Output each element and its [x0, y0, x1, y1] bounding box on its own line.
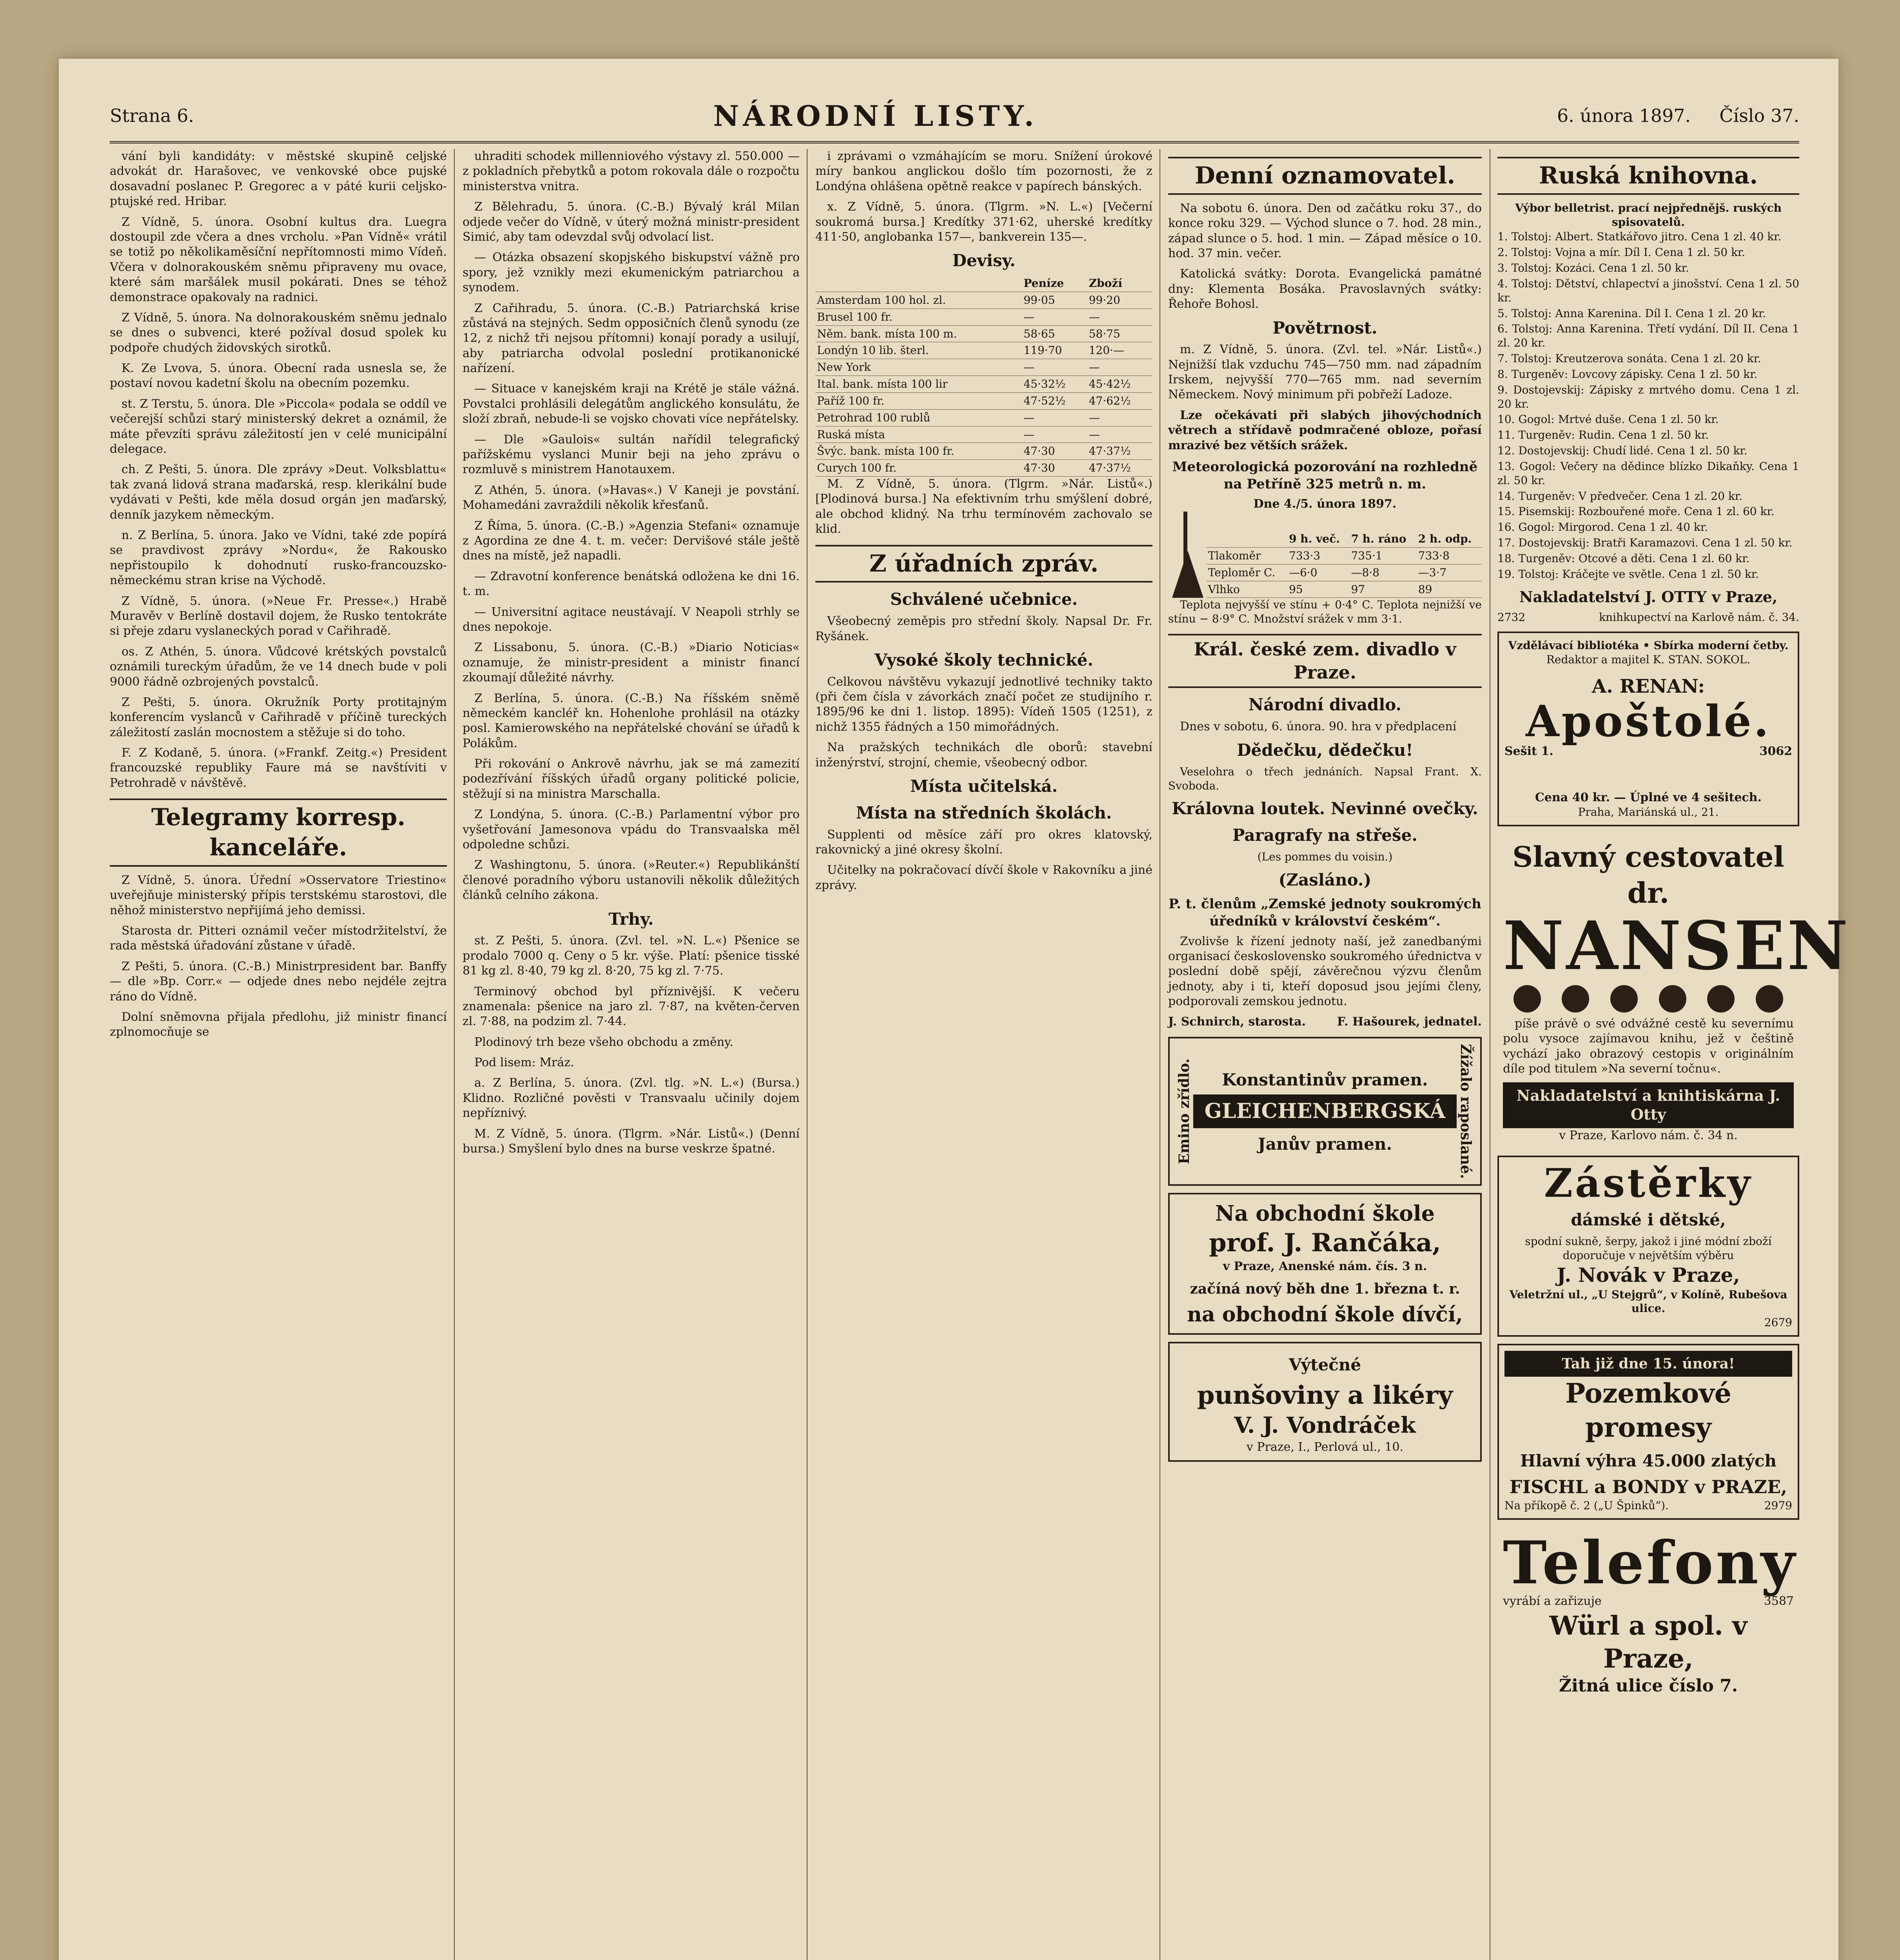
table-cell: 47·52½ [1022, 392, 1087, 409]
table-cell: Vlhko [1207, 581, 1287, 598]
petrin-tower-icon [1168, 512, 1203, 598]
table-row [815, 409, 1152, 426]
column-4 [1168, 149, 1482, 1960]
ad-publisher: Nakladatelství a knihtiskárna J. Otty [1503, 1082, 1794, 1128]
table-cell: Ital. bank. místa 100 lir [815, 376, 1022, 393]
ad-line: Redaktor a majitel K. STAN. SOKOL. [1546, 653, 1751, 666]
article-paragraph: Z Cařihradu, 5. února. (C.-B.) Patriarchská krise zůstává na stejných. Sedm opposičních členů synodu (ze 12, z nichž tři nejsou přítomni) konají porady a usilují, aby patriarcha odvolal poslední protikanonické nařízení. [463, 301, 800, 376]
table-cell: — [1087, 426, 1152, 443]
article-paragraph: Z Říma, 5. února. (C.-B.) »Agenzia Stefani« oznamuje z Agordina ze dne 4. t. m. večer: Dervišové stále ještě dnes na místě, jež napadli. [463, 519, 800, 563]
list-item: 9. Dostojevskij: Zápisky z mrtvého domu. Cena 1 zl. 20 kr. [1497, 383, 1799, 410]
ad-line: J. Novák v Praze, [1557, 1263, 1740, 1287]
ad-line: Veletržní ul., „U Stejgrů“, v Kolíně, Rubešova ulice. [1509, 1288, 1787, 1315]
table-row [815, 342, 1152, 359]
denni-text: Na sobotu 6. února. Den od začátku roku 37., do konce roku 329. — Východ slunce o 7. hod. 28 min., západ slunce o 5. hod. 1 min. — Západ měsíce o 10. hod. 37 min. večer. [1168, 201, 1482, 260]
ad-subtitle: Janův pramen. [1258, 1134, 1392, 1154]
ad-line: Hlavní výhra 45.000 zlatých [1520, 1451, 1777, 1471]
column-2 [463, 149, 800, 1960]
header-date-issue [1557, 105, 1799, 126]
ad-decoration [1503, 985, 1794, 1013]
article-paragraph: Z Londýna, 5. února. (C.-B.) Parlamentní výbor pro vyšetřování Jamesonova vpádu do Transvaalska měl odpoledne schůzi. [463, 808, 800, 852]
article-paragraph: Dolní sněmovna přijala předlohu, již ministr financí zplnomocňuje se [110, 1010, 447, 1039]
article-paragraph: Z Pešti, 5. února. Okružník Porty protitajným konferencím vyslanců v Cařihradě v příčině tureckých záležitostí zaslán mocnostem a stěžuje si do toho. [110, 695, 447, 739]
theatre-play-note: Veselohra o třech jednáních. Napsal Frant. X. Svoboda. [1168, 765, 1482, 792]
subheading: Schválené učebnice. [890, 590, 1078, 609]
weather-text: m. Z Vídně, 5. února. (Zvl. tel. »Nár. Listů«.) Nejnižší tlak vzduchu 745—750 mm. nad západním Irskem, nejvyšší 770—765 mm. nad severním Německem. Nový minimum při pobřeží Ladoze. [1168, 343, 1482, 402]
zaslano-heading: (Zasláno.) [1278, 870, 1372, 889]
ad-apostole [1497, 632, 1799, 826]
header-issue: Číslo 37. [1719, 105, 1799, 126]
section-heading-official: Z úřadních zpráv. [815, 545, 1152, 583]
section-heading-telegrams: Telegramy korresp. kanceláře. [110, 799, 447, 867]
table-cell: 99·20 [1087, 292, 1152, 309]
article-paragraph: Z Vídně, 5. února. Osobní kultus dra. Luegra dostoupil zde včera a dnes vrcholu. »Pan Vídně« vrátil se totiž po několikaměsíční nepřítomnosti mimo Vídeň. Včera v dolnorakouském sněmu připraveny mu ovace, které sám maršálek musil pokárati. Dnes se téhož demonstrace opakovaly na radnici. [110, 215, 447, 304]
devisy-heading: Devisy. [952, 251, 1016, 270]
zaslano-signature: F. Hašourek, jednatel. [1337, 1015, 1482, 1029]
ad-title: Apoštolé. [1526, 696, 1771, 747]
article-paragraph: M. Z Vídně, 5. února. (Tlgrm. »Nár. Listů«.) (Denní bursa.) Smyšlení bylo dnes na burse veskrze špatné. [463, 1127, 800, 1156]
table-cell: —8·8 [1350, 564, 1417, 581]
decorative-circle-icon [1756, 985, 1783, 1013]
list-item: 8. Turgeněv: Lovcovy zápisky. Cena 1 zl. 50 kr. [1497, 367, 1758, 381]
table-row [815, 443, 1152, 460]
table-cell: — [1087, 409, 1152, 426]
ad-nansen [1497, 833, 1851, 1149]
list-item: 15. Pisemskij: Rozbouřené moře. Cena 1 zl. 60 kr. [1497, 505, 1775, 518]
table-cell: — [1022, 309, 1087, 325]
meteo-date: Dne 4./5. února 1897. [1253, 497, 1397, 511]
table-cell: —3·7 [1417, 564, 1482, 581]
list-item: 14. Turgeněv: V předvečer. Cena 1 zl. 20 kr. [1497, 489, 1742, 503]
table-cell: 47·62½ [1087, 392, 1152, 409]
ad-line: v Praze, Karlovo nám. č. 34 n. [1559, 1128, 1738, 1142]
list-item: 18. Turgeněv: Otcové a děti. Cena 1 zl. 60 kr. [1497, 552, 1750, 565]
ad-title: Zástěrky [1544, 1160, 1753, 1207]
table-cell: Brusel 100 fr. [815, 309, 1022, 325]
table-header: 7 h. ráno [1350, 531, 1417, 547]
article-paragraph: Z Vídně, 5. února. Úřední »Osservatore Triestino« uveřejňuje ministerský přípis terstskému starostovi, dle něhož ministerstvo nepřijímá jeho demissi. [110, 873, 447, 917]
zaslano-signature: J. Schnirch, starosta. [1168, 1015, 1306, 1029]
table-cell: 45·42½ [1087, 376, 1152, 393]
weather-forecast: Lze očekávati při slabých jihovýchodních větrech a střídavě podmračené obloze, pořasí mrazivé bez větších srážek. [1168, 408, 1482, 452]
ad-author: A. RENAN: [1591, 675, 1705, 697]
table-cell: Tlakoměr [1207, 547, 1287, 564]
table-cell: Londýn 10 lib. šterl. [815, 342, 1022, 359]
article-paragraph: K. Ze Lvova, 5. února. Obecní rada usnesla se, že postaví novou kadetní školu na obecním pozemku. [110, 361, 447, 390]
subheading: Místa na středních školách. [856, 803, 1112, 822]
decorative-circle-icon [1659, 985, 1686, 1013]
article-paragraph: Z Bělehradu, 5. února. (C.-B.) Bývalý král Milan odjede večer do Vídně, v úterý možná ministr-president Simić, aby tam odevzdal svůj odvolací list. [463, 200, 800, 244]
ad-telefony [1497, 1527, 1799, 1703]
newspaper-page [59, 59, 1851, 1960]
table-cell: Petrohrad 100 rublů [815, 409, 1022, 426]
decorative-circle-icon [1513, 985, 1541, 1013]
ad-line: začíná nový běh dne 1. března t. r. [1190, 1280, 1460, 1297]
ad-line: Slavný cestovatel dr. [1512, 840, 1784, 910]
ad-price: Cena 40 kr. — Úplné ve 4 sešitech. [1535, 790, 1762, 804]
article-paragraph: Z Pešti, 5. února. (C.-B.) Ministrpresident bar. Banffy — dle »Bp. Corr.« — odjede dnes nebo nejdéle zejtra ráno do Vídně. [110, 959, 447, 1004]
article-paragraph: vání byli kandidáty: v městské skupině celjské advokát dr. Harašovec, ve venkovské obce pujské dosavadní poslanec P. Gregorec a v páté kurii celjsko-ptujské red. Hribar. [110, 149, 447, 209]
table-cell: 733·8 [1417, 547, 1482, 564]
ad-zasterky [1497, 1156, 1799, 1337]
table-cell: — [1087, 309, 1152, 325]
section-heading-markets: Trhy. [608, 909, 654, 929]
ad-number: 2979 [1764, 1499, 1792, 1512]
table-cell: Něm. bank. místa 100 m. [815, 325, 1022, 342]
table-cell: 735·1 [1350, 547, 1417, 564]
ad-title: Konstantinův pramen. [1222, 1070, 1428, 1089]
table-cell: Paříž 100 fr. [815, 392, 1022, 409]
article-paragraph: Z Berlína, 5. února. (C.-B.) Na říšském sněmě německém kancléř kn. Hohenlohe prohlásil na otázky posl. Kamierowského na nepřátelské chování se úřadů k Polákům. [463, 691, 800, 750]
subheading: Vysoké školy technické. [875, 650, 1093, 670]
ad-line: Sešit 1. [1504, 744, 1553, 758]
table-cell: 97 [1350, 581, 1417, 598]
zaslano-text: Zvolivše k řízení jednoty naší, jež zanedbanými organisací československo soukromého úřednictva v poslední době spějí, závěrečnou výzvu členům jednoty, aby i ti, kteří doposud jsou jejími členy, podporovali zemskou jednotu. [1168, 934, 1482, 1009]
table-cell: Curych 100 fr. [815, 460, 1022, 477]
article-paragraph: — Otázka obsazení skopjského biskupství vážně pro spory, jež vznikly mezi ekumenickým patriarchou a synodem. [463, 250, 800, 295]
table-row [815, 325, 1152, 342]
ad-line: Na příkopě č. 2 („U Špinků“). [1504, 1499, 1669, 1512]
table-cell: Teploměr C. [1207, 564, 1287, 581]
ad-title: Pozemkové promesy [1565, 1378, 1731, 1444]
article-paragraph: os. Z Athén, 5. února. Vůdcové krétských povstalců oznámili tureckým úřadům, že ve 14 dnech bude v poli 9000 řádně ozbrojených povstalců. [110, 644, 447, 689]
table-row [815, 359, 1152, 376]
theatre-play: Paragrafy na střeše. [1232, 826, 1418, 845]
ad-side-text: Žížalo raposlané. [1457, 1044, 1474, 1179]
ad-line: prof. J. Rančáka, [1209, 1228, 1441, 1258]
ad-line: Na obchodní škole [1215, 1201, 1435, 1226]
table-cell: 47·37½ [1087, 443, 1152, 460]
ad-title: NANSEN [1503, 907, 1851, 985]
table-cell: 45·32½ [1022, 376, 1087, 393]
table-header: Peníze [1022, 275, 1087, 292]
article-paragraph: Z Lissabonu, 5. února. (C.-B.) »Diario Noticias« oznamuje, že ministr-president a ministr financí zkoumají důležité návrhy. [463, 641, 800, 685]
library-address: knihkupectví na Karlově nám. č. 34. [1599, 611, 1799, 624]
ad-number: 2732 [1497, 611, 1526, 624]
table-cell: 119·70 [1022, 342, 1087, 359]
table-cell: 733·3 [1287, 547, 1350, 564]
article-paragraph: Z Vídně, 5. února. Na dolnorakouském sněmu jednalo se dnes o subvenci, které požíval dosud spolek ku podpoře chudých židovských sirotků. [110, 310, 447, 355]
table-row [815, 426, 1152, 443]
meteo-notes: Teplota nejvyšší ve stínu + 0·4° C. Teplota nejnižší ve stínu − 8·9° C. Množství srážek v mm 3·1. [1168, 598, 1482, 626]
article-paragraph: st. Z Pešti, 5. února. (Zvl. tel. »N. L.«) Pšenice se prodalo 7000 q. Ceny o 5 kr. výše. Platí: pšenice tisské 81 kg zl. 8·40, 79 kg zl. 8·20, 75 kg zl. 7·75. [463, 934, 800, 978]
decorative-circle-icon [1707, 985, 1735, 1013]
ad-promesy [1497, 1344, 1799, 1520]
ad-line: v Praze, I., Perlová ul., 10. [1246, 1440, 1404, 1454]
theatre-subheading: Národní divadlo. [1248, 695, 1402, 714]
article-paragraph: — Universitní agitace neustávají. V Neapoli strhly se dnes nepokoje. [463, 605, 800, 634]
page-header [110, 90, 1799, 143]
decorative-circle-icon [1610, 985, 1638, 1013]
ad-line: Vzdělávací bibliotéka • Sbírka moderní četby. [1508, 639, 1789, 652]
list-item: 19. Tolstoj: Kráčejte ve světle. Cena 1 zl. 50 kr. [1497, 567, 1759, 581]
article-paragraph: — Situace v kanejském kraji na Krétě je stále vážná. Povstalci prohlásili delegátům anglického konsulátu, že složí zbraň, nebude-li se vojsko chovati více nepřátelsky. [463, 382, 800, 426]
article-paragraph: n. Z Berlína, 5. února. Jako ve Vídni, také zde popírá se pravdivost zprávy »Nordu«, že Rakousko nepřistoupilo k dohodnutí rusko-francouzsko-německému stran krise na Východě. [110, 528, 447, 588]
list-item: 1. Tolstoj: Albert. Statkářovo jitro. Cena 1 zl. 40 kr. [1497, 230, 1782, 243]
list-item: 5. Tolstoj: Anna Karenina. Díl I. Cena 1 zl. 20 kr. [1497, 307, 1766, 320]
article-paragraph: ch. Z Pešti, 5. února. Dle zprávy »Deut. Volksblattu« tak zvaná lidová strana maďarská, resp. klerikální bude vydávati v Pešti, kde měla dosud orgán jen maďarský, denník jazykem německým. [110, 463, 447, 522]
table-row [815, 460, 1152, 477]
article-paragraph: st. Z Terstu, 5. února. Dle »Piccola« podala se oddíl ve večerejší schůzi starý ministerský dekret a oznámil, že máte převzíti správu záležitostí jen v celé municipální delegace. [110, 397, 447, 456]
article-paragraph: i zprávami o vzmáhajícím se moru. Snížení úrokové míry bankou anglickou došlo tím pozornosti, že z Londýna ohlášena opětně reakce v papírech bánských. [815, 149, 1152, 193]
masthead: NÁRODNÍ LISTY. [713, 99, 1038, 132]
ad-line: dámské i dětské, [1571, 1210, 1726, 1230]
decorative-circle-icon [1562, 985, 1589, 1013]
list-item: 17. Dostojevskij: Bratři Karamazovi. Cena 1 zl. 50 kr. [1497, 536, 1793, 550]
article-paragraph: Učitelky na pokračovací dívčí škole v Rakovníku a jiné zprávy. [815, 863, 1152, 892]
table-row [1207, 581, 1482, 598]
ad-line: vyrábí a zařizuje [1503, 1594, 1602, 1608]
list-item: 3. Tolstoj: Kozáci. Cena 1 zl. 50 kr. [1497, 261, 1689, 275]
article-paragraph: — Zdravotní konference benátská odložena ke dni 16. t. m. [463, 569, 800, 599]
article-paragraph: Všeobecný zeměpis pro střední školy. Napsal Dr. Fr. Ryšánek. [815, 614, 1152, 643]
header-date: 6. února 1897. [1557, 105, 1691, 126]
table-header: Zboží [1087, 275, 1152, 292]
article-paragraph: M. Z Vídně, 5. února. (Tlgrm. »Nár. Listů«.) [Plodinová bursa.] Na efektivním trhu smýšlení dobré, ale obchod klidný. Na trhu termínovém zachovalo se klid. [815, 477, 1152, 536]
ad-konstantinuv-pramen [1168, 1037, 1482, 1186]
article-paragraph: Starosta dr. Pitteri oznámil večer místodržitelství, že rada městská úřadování zůstane v úřadě. [110, 924, 447, 953]
ad-line: V. J. Vondráček [1234, 1412, 1416, 1438]
article-paragraph: Z Athén, 5. února. (»Havas«.) V Kaneji je povstání. Mohamedáni zavraždili několik křesťanů. [463, 483, 800, 512]
theatre-play-sub: (Les pommes du voisin.) [1257, 850, 1393, 863]
column-1 [110, 149, 447, 1960]
article-paragraph: Z Washingtonu, 5. února. (»Reuter.«) Republikánští členové poradního výboru ustanovili několik důležitých článků celního zákona. [463, 858, 800, 902]
column-3 [815, 149, 1152, 1960]
table-row [1207, 564, 1482, 581]
table-row [815, 309, 1152, 325]
table-cell: 99·05 [1022, 292, 1087, 309]
article-paragraph: Plodinový trh beze všeho obchodu a změny. [474, 1035, 733, 1049]
weather-heading: Povětrnost. [1272, 318, 1377, 338]
article-paragraph: F. Z Kodaně, 5. února. (»Frankf. Zeitg.«) President francouzské republiky Faure má se navštíviti v Petrohradě v návštěvě. [110, 746, 447, 790]
list-item: 7. Tolstoj: Kreutzerova sonáta. Cena 1 zl. 20 kr. [1497, 352, 1761, 365]
ad-punsoviny [1168, 1342, 1482, 1462]
article-paragraph: Terminový obchod byl příznivější. K večeru znamenala: pšenice na jaro zl. 7·87, na květen-červen zl. 7·88, na podzim zl. 7·44. [463, 984, 800, 1029]
library-subheading: Výbor belletrist. prací nejpřednějš. ruských spisovatelů. [1515, 201, 1782, 229]
ad-number: 2679 [1764, 1316, 1792, 1329]
table-header [815, 275, 1022, 292]
article-paragraph: a. Z Berlína, 5. února. (Zvl. tlg. »N. L.«) (Bursa.) Klidno. Rozličné pověsti v Transvaalu učinily dojem nepříznivý. [463, 1076, 800, 1120]
subheading: Místa učitelská. [910, 777, 1058, 796]
ad-line: v Praze, Anenské nám. čís. 3 n. [1223, 1259, 1427, 1274]
article-paragraph: Pod lisem: Mráz. [474, 1056, 574, 1070]
ad-obchodni-skola [1168, 1193, 1482, 1335]
theatre-play: Královna loutek. Nevinné ovečky. [1172, 799, 1478, 818]
denni-saints: Katolická svátky: Dorota. Evangelická památné dny: Klementa Bosáka. Pravoslavných svátky: Řehoře Bohosl. [1168, 267, 1482, 311]
table-header [1207, 531, 1287, 547]
ad-line: spodní sukně, šerpy, jakož i jiné módní zboží doporučuje v největším výběru [1525, 1234, 1772, 1262]
list-item: 10. Gogol: Mrtvé duše. Cena 1 zl. 50 kr. [1497, 413, 1719, 426]
ad-line: Žitná ulice číslo 7. [1559, 1676, 1738, 1696]
ad-number: 3062 [1759, 744, 1792, 758]
ad-line: na obchodní škole dívčí, [1187, 1302, 1463, 1327]
table-cell: Ruská místa [815, 426, 1022, 443]
table-cell: 95 [1287, 581, 1350, 598]
table-header-row [1207, 531, 1482, 547]
table-cell: 89 [1417, 581, 1482, 598]
article-paragraph: Celkovou návštěvu vykazují jednotlivé techniky takto (při čem čísla v závorkách značí počet ze studijního r. 1895/96 ke dni 1. listop. 1895): Vídeň 1505 (1251), z nichž 1355 řádných a 150 mimořádných. [815, 675, 1152, 734]
list-item: 16. Gogol: Mirgorod. Cena 1 zl. 40 kr. [1497, 521, 1708, 534]
list-item: 13. Gogol: Večery na dědince blízko Dikaňky. Cena 1 zl. 50 kr. [1497, 459, 1799, 487]
ad-line: punšoviny a likéry [1197, 1380, 1453, 1410]
table-cell: —6·0 [1287, 564, 1350, 581]
theatre-today: Dnes v sobotu, 6. února. 90. hra v předplacení [1180, 719, 1457, 733]
table-row [815, 292, 1152, 309]
table-cell: 47·30 [1022, 443, 1087, 460]
table-header-row [815, 275, 1152, 292]
list-item: 6. Tolstoj: Anna Karenina. Třetí vydání. Díl II. Cena 1 zl. 20 kr. [1497, 322, 1799, 350]
table-header: 9 h. več. [1287, 531, 1350, 547]
table-row [815, 392, 1152, 409]
article-paragraph: Supplenti od měsíce září pro okres klatovský, rakovnický a jiné okresy školní. [815, 828, 1152, 857]
theatre-play: Dědečku, dědečku! [1237, 740, 1413, 760]
ad-side-text: Emino zřídlo. [1176, 1058, 1192, 1164]
table-cell: New York [815, 359, 1022, 376]
table-cell: — [1022, 409, 1087, 426]
ad-title: Telefony [1503, 1528, 1798, 1597]
table-row [815, 376, 1152, 393]
article-paragraph: Při rokování o Ankrově návrhu, jak se má zamezití podezřívání říšských úřadů organy politické policie, stěžují si na ministra Marschalla. [463, 757, 800, 801]
article-paragraph: uhraditi schodek millenniového výstavy zl. 550.000 — z pokladních přebytků a potom rokovala dále o rozpočtu ministerstva vnitra. [463, 149, 800, 193]
zaslano-subheading: P. t. členům „Zemské jednoty soukromých úředníků v království českém“. [1169, 896, 1481, 929]
ad-text: píše právě o své odvážné cestě ku severnímu polu vysoce zajímavou knihu, jež v češtině vychází jako obrazový cestopis v originálním díle pod titulem »Na severní točnu«. [1503, 1016, 1794, 1076]
article-paragraph: x. Z Vídně, 5. února. (Tlgrm. »N. L.«) [Večerní soukromá bursa.] Kredítky 371·62, uherské kredítky 411·50, anglobanka 157—, bankverein 135—. [815, 200, 1152, 244]
list-item: 2. Tolstoj: Vojna a mír. Díl I. Cena 1 zl. 50 kr. [1497, 246, 1746, 259]
table-row [1207, 547, 1482, 564]
ad-line: Tah již dne 15. února! [1504, 1351, 1792, 1377]
list-item: 4. Tolstoj: Dětství, chlapectví a jinošství. Cena 1 zl. 50 kr. [1497, 277, 1799, 304]
table-cell: — [1087, 359, 1152, 376]
ad-line: Würl a spol. v Praze, [1549, 1610, 1748, 1674]
ad-line: Praha, Mariánská ul., 21. [1578, 806, 1719, 819]
article-paragraph: Na pražských technikách dle oborů: stavební inženýrství, strojní, chemie, všeobecný odbor. [815, 740, 1152, 769]
article-paragraph: — Dle »Gaulois« sultán nařídil telegrafický pařížskému vyslanci Munir beji na jeho zprávu o rozmluvě s ministrem Hanotauxem. [463, 432, 800, 477]
table-cell: 47·37½ [1087, 460, 1152, 477]
table-cell: 58·65 [1022, 325, 1087, 342]
library-publisher: Nakladatelství J. OTTY v Praze, [1519, 588, 1778, 606]
article-paragraph: Z Vídně, 5. února. (»Neue Fr. Presse«.) Hrabě Muravěv v Berlíně dostavil dojem, že Rusko tentokráte si přeje zdaru vyslaneckých porad v Cařihradě. [110, 594, 447, 638]
column-rule [454, 149, 455, 1960]
library-list [1497, 229, 1799, 582]
page-number: Strana 6. [110, 105, 194, 126]
column-5 [1497, 149, 1851, 1960]
column-rule [807, 149, 808, 1960]
ad-brand: GLEICHENBERGSKÁ [1193, 1094, 1457, 1129]
table-cell: — [1022, 359, 1087, 376]
table-header: 2 h. odp. [1417, 531, 1482, 547]
table-cell: Švýc. bank. místa 100 fr. [815, 443, 1022, 460]
list-item: 11. Turgeněv: Rudin. Cena 1 zl. 50 kr. [1497, 428, 1709, 442]
theatre-heading: Král. české zem. divadlo v Praze. [1168, 634, 1482, 688]
table-cell: Amsterdam 100 hol. zl. [815, 292, 1022, 309]
table-cell: — [1022, 426, 1087, 443]
ad-line: FISCHL a BONDY v PRAZE, [1509, 1476, 1787, 1497]
ad-line: Výtečné [1288, 1355, 1361, 1375]
ad-number: 3587 [1764, 1594, 1794, 1608]
library-heading: Ruská knihovna. [1497, 157, 1799, 195]
meteo-heading: Meteorologická pozorování na rozhledně na Petříně 325 metrů n. m. [1172, 459, 1478, 492]
table-cell: 47·30 [1022, 460, 1087, 477]
denni-heading: Denní oznamovatel. [1168, 157, 1482, 195]
table-cell: 120·— [1087, 342, 1152, 359]
list-item: 12. Dostojevskij: Chudí lidé. Cena 1 zl. 50 kr. [1497, 444, 1748, 457]
devisy-table [815, 275, 1152, 477]
table-cell: 58·75 [1087, 325, 1152, 342]
meteo-table [1207, 531, 1482, 598]
